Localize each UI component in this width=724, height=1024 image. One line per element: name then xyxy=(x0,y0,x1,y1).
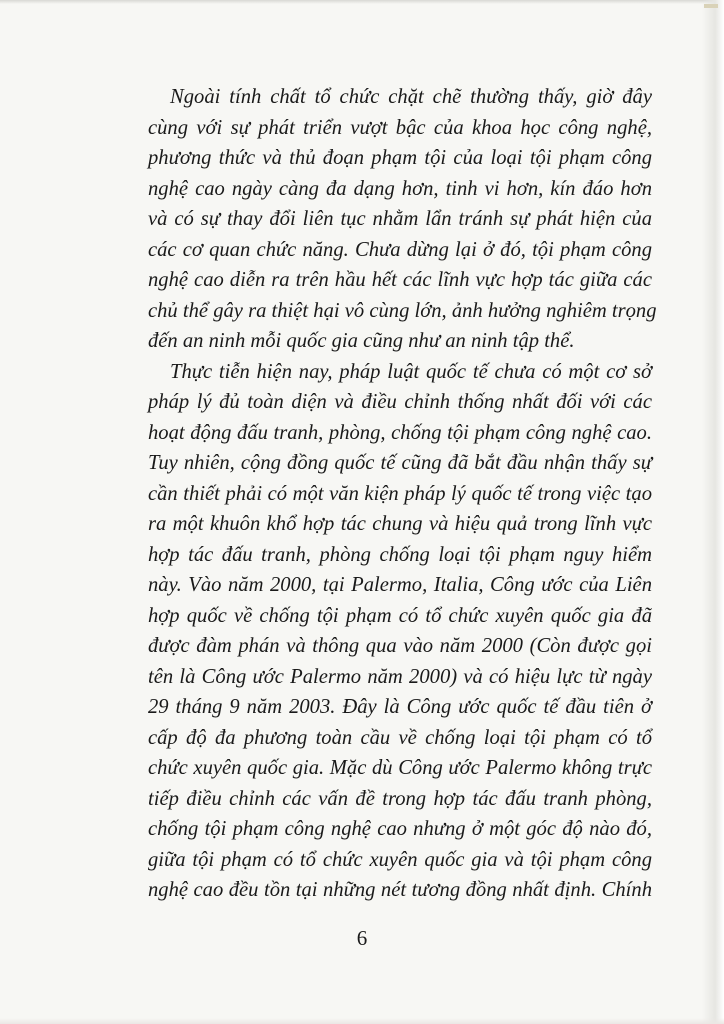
text-line: cần thiết phải có một văn kiện pháp lý quốc tế trong việc tạo xyxy=(148,482,652,505)
scan-edge-bottom xyxy=(0,1018,724,1024)
text-line: Tuy nhiên, cộng đồng quốc tế cũng đã bắt đầu nhận thấy sự xyxy=(148,452,652,474)
text-line: nghệ cao ngày càng đa dạng hơn, tinh vi hơn, kín đáo hơn xyxy=(148,177,652,200)
text-line: hoạt động đấu tranh, phòng, chống tội phạm công nghệ cao. xyxy=(148,421,652,444)
text-line: nghệ cao đều tồn tại những nét tương đồng nhất định. Chính xyxy=(148,879,652,901)
text-line: các cơ quan chức năng. Chưa dừng lại ở đó, tội phạm công xyxy=(148,238,652,261)
text-line: chức xuyên quốc gia. Mặc dù Công ước Palermo không trực xyxy=(148,757,652,779)
text-line: cấp độ đa phương toàn cầu về chống loại tội phạm có tổ xyxy=(148,726,652,749)
text-line: tên là Công ước Palermo năm 2000) và có hiệu lực từ ngày xyxy=(148,665,652,688)
text-line: chủ thể gây ra thiệt hại vô cùng lớn, ảnh hưởng nghiêm trọng xyxy=(148,299,657,322)
scan-edge-top xyxy=(0,0,724,4)
text-line: giữa tội phạm có tổ chức xuyên quốc gia và tội phạm công xyxy=(148,848,652,871)
text-line: tiếp điều chỉnh các vấn đề trong hợp tác đấu tranh phòng, xyxy=(148,787,652,810)
text-line: nghệ cao diễn ra trên hầu hết các lĩnh vực hợp tác giữa các xyxy=(148,269,652,291)
body-text xyxy=(148,82,657,906)
text-line: đến an ninh mỗi quốc gia cũng như an ninh tập thể. xyxy=(148,330,575,352)
text-line: ra một khuôn khổ hợp tác chung và hiệu quả trong lĩnh vực xyxy=(148,513,652,535)
text-line: hợp tác đấu tranh, phòng chống loại tội phạm nguy hiểm xyxy=(148,543,652,566)
text-line: pháp lý đủ toàn diện và điều chỉnh thống nhất đối với các xyxy=(148,391,652,413)
scan-edge-right xyxy=(702,0,724,1024)
page-number: 6 xyxy=(356,926,368,950)
text-line: này. Vào năm 2000, tại Palermo, Italia, Công ước của Liên xyxy=(148,574,652,596)
text-line: được đàm phán và thông qua vào năm 2000 (Còn được gọi xyxy=(148,635,652,657)
text-line: phương thức và thủ đoạn phạm tội của loại tội phạm công xyxy=(148,147,652,169)
text-line: Thực tiễn hiện nay, pháp luật quốc tế chưa có một cơ sở xyxy=(170,360,652,383)
corner-mark xyxy=(704,4,718,8)
text-line: và có sự thay đổi liên tục nhằm lẩn tránh sự phát hiện của xyxy=(148,208,652,230)
text-line: hợp quốc về chống tội phạm có tổ chức xuyên quốc gia đã xyxy=(148,604,652,627)
text-line: chống tội phạm công nghệ cao nhưng ở một góc độ nào đó, xyxy=(148,818,652,840)
text-line: 29 tháng 9 năm 2003. Đây là Công ước quốc tế đầu tiên ở xyxy=(148,696,652,718)
text-line: Ngoài tính chất tổ chức chặt chẽ thường thấy, giờ đây xyxy=(170,86,652,108)
text-line: cùng với sự phát triển vượt bậc của khoa học công nghệ, xyxy=(148,116,652,139)
